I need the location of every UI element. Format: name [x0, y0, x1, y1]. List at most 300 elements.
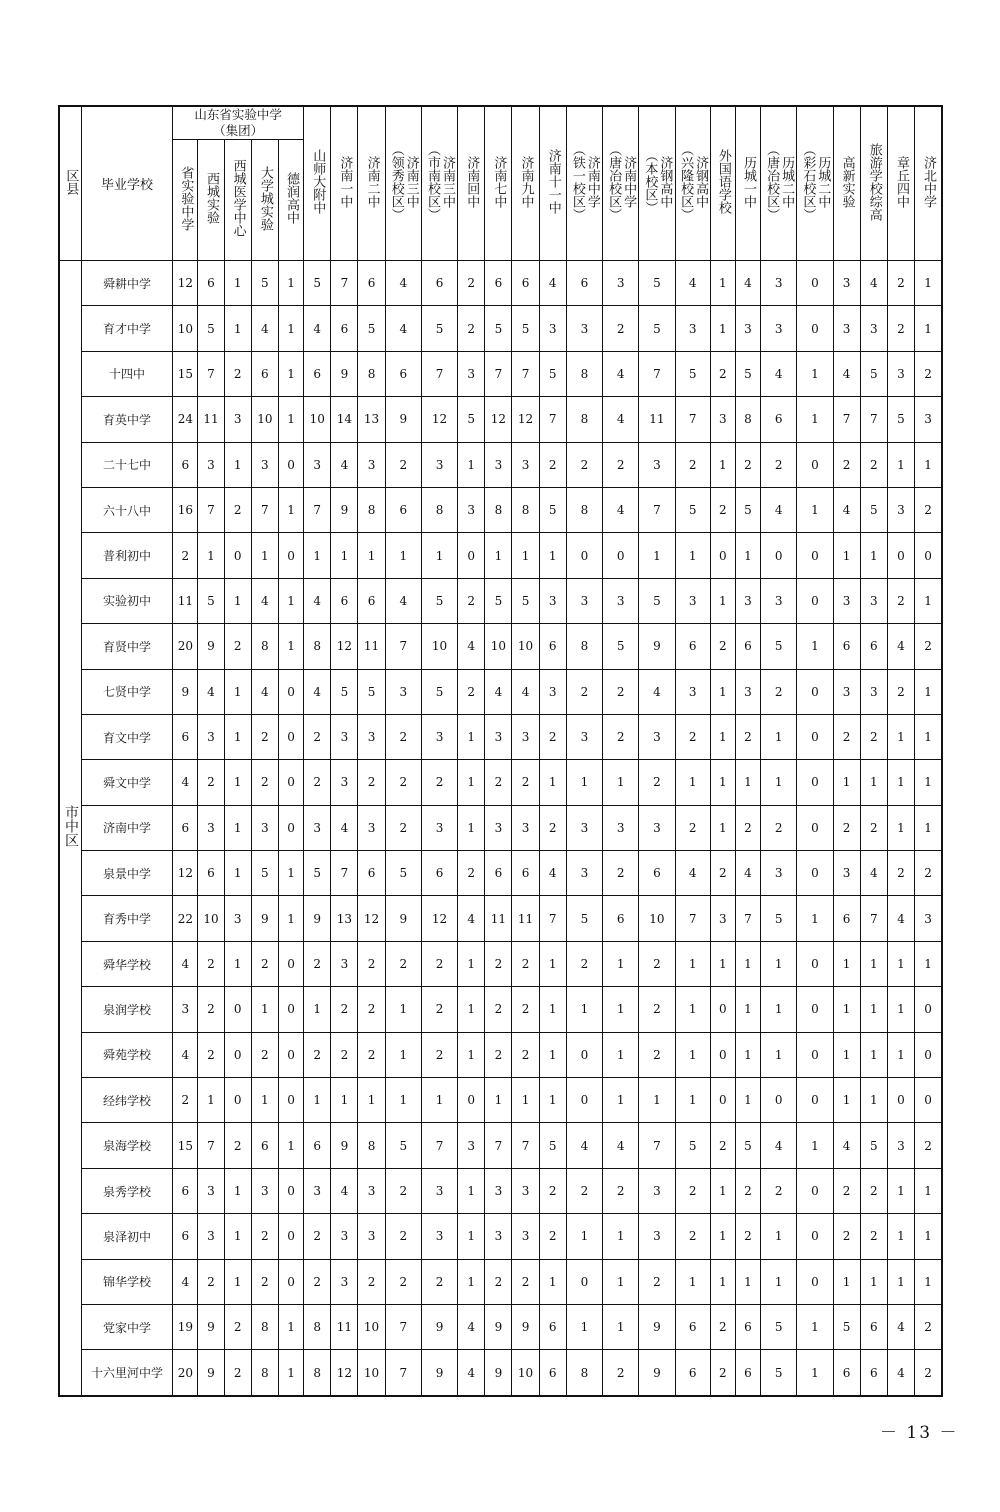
column-header [539, 106, 566, 261]
quota-cell: 4 [833, 487, 860, 532]
quota-cell: 5 [304, 261, 331, 306]
quota-cell: 6 [512, 851, 539, 896]
quota-cell: 1 [761, 1214, 797, 1259]
column-header-label [546, 149, 560, 214]
column-header-label [642, 149, 671, 214]
quota-cell: 2 [458, 669, 485, 714]
quota-cell: 10 [485, 624, 512, 669]
quota-cell: 2 [761, 669, 797, 714]
quota-cell: 7 [639, 1123, 675, 1168]
quota-cell: 0 [458, 533, 485, 578]
quota-cell: 1 [421, 533, 457, 578]
column-header-text: 历城二中 [815, 155, 831, 208]
quota-cell: 4 [458, 624, 485, 669]
column-header-text: 济南回中 [464, 155, 480, 208]
quota-cell: 2 [639, 987, 675, 1032]
quota-cell: 6 [331, 578, 358, 623]
quota-cell: 5 [639, 306, 675, 351]
quota-cell: 3 [735, 578, 760, 623]
column-header-text: 历城二中 [779, 155, 795, 208]
quota-cell: 1 [887, 1259, 914, 1304]
quota-cell: 6 [173, 442, 198, 487]
quota-cell: 1 [915, 442, 942, 487]
quota-cell: 1 [603, 1214, 639, 1259]
quota-cell: 10 [421, 624, 457, 669]
quota-cell: 1 [421, 1078, 457, 1123]
quota-cell: 1 [761, 987, 797, 1032]
column-header-text: 旅游学校综高 [866, 142, 882, 221]
school-name: 泉泽初中 [81, 1214, 173, 1259]
quota-cell: 3 [860, 669, 887, 714]
column-header-text: 济钢高中 [693, 155, 709, 208]
quota-cell: 2 [485, 1032, 512, 1077]
quota-cell: 12 [331, 624, 358, 669]
quota-cell: 4 [458, 1304, 485, 1349]
quota-cell: 1 [639, 533, 675, 578]
quota-cell: 0 [566, 1078, 602, 1123]
column-header-text: 济南十一中 [545, 149, 561, 214]
quota-cell: 0 [797, 1168, 833, 1213]
quota-cell: 0 [797, 987, 833, 1032]
quota-cell: 2 [735, 805, 760, 850]
quota-cell: 4 [173, 941, 198, 986]
column-header-text: 济南中学 [621, 155, 637, 208]
quota-cell: 3 [304, 1168, 331, 1213]
quota-cell: 0 [278, 1078, 303, 1123]
quota-cell: 2 [710, 351, 735, 396]
quota-cell: 1 [797, 1304, 833, 1349]
quota-cell: 5 [761, 896, 797, 941]
column-header [887, 106, 914, 261]
quota-cell: 1 [224, 1168, 251, 1213]
school-name: 六十八中 [81, 487, 173, 532]
quota-cell: 1 [458, 987, 485, 1032]
quota-cell: 3 [304, 442, 331, 487]
quota-cell: 2 [639, 1259, 675, 1304]
quota-cell: 6 [198, 851, 224, 896]
quota-cell: 2 [887, 851, 914, 896]
quota-cell: 2 [304, 1214, 331, 1259]
district-label: 市中区 [63, 805, 79, 848]
quota-cell: 3 [358, 442, 385, 487]
quota-cell: 4 [566, 1123, 602, 1168]
quota-cell: 0 [797, 1078, 833, 1123]
quota-cell: 1 [887, 987, 914, 1032]
quota-cell: 13 [358, 397, 385, 442]
quota-cell: 2 [385, 941, 421, 986]
quota-cell: 1 [761, 941, 797, 986]
quota-cell: 2 [485, 941, 512, 986]
quota-cell: 2 [358, 987, 385, 1032]
quota-cell: 2 [331, 987, 358, 1032]
quota-cell: 6 [385, 351, 421, 396]
quota-cell: 16 [173, 487, 198, 532]
quota-cell: 3 [639, 714, 675, 759]
quota-cell: 5 [860, 487, 887, 532]
quota-cell: 1 [458, 442, 485, 487]
quota-cell: 2 [603, 1350, 639, 1396]
quota-cell: 15 [173, 351, 198, 396]
quota-cell: 10 [198, 896, 224, 941]
quota-cell: 3 [761, 261, 797, 306]
table-row [59, 987, 942, 1032]
column-header-text: 山师大附中 [310, 149, 326, 214]
quota-cell: 0 [458, 1078, 485, 1123]
school-name: 育秀中学 [81, 896, 173, 941]
quota-cell: 1 [887, 1214, 914, 1259]
quota-cell: 0 [710, 533, 735, 578]
quota-cell: 2 [485, 987, 512, 1032]
quota-cell: 1 [915, 1259, 942, 1304]
quota-cell: 1 [224, 851, 251, 896]
quota-cell: 1 [761, 1032, 797, 1077]
quota-cell: 11 [173, 578, 198, 623]
quota-cell: 2 [887, 306, 914, 351]
quota-cell: 4 [833, 1123, 860, 1168]
quota-cell: 7 [675, 896, 710, 941]
quota-cell: 7 [421, 1123, 457, 1168]
quota-cell: 2 [358, 941, 385, 986]
quota-cell: 3 [860, 306, 887, 351]
quota-cell: 3 [198, 1214, 224, 1259]
quota-cell: 2 [224, 1304, 251, 1349]
quota-cell: 10 [173, 306, 198, 351]
quota-cell: 3 [198, 714, 224, 759]
quota-cell: 0 [710, 1032, 735, 1077]
table-row [59, 805, 942, 850]
quota-cell: 9 [173, 669, 198, 714]
quota-cell: 1 [833, 760, 860, 805]
quota-cell: 2 [639, 1032, 675, 1077]
quota-cell: 2 [173, 1078, 198, 1123]
quota-cell: 2 [198, 987, 224, 1032]
quota-cell: 9 [512, 1304, 539, 1349]
quota-cell: 1 [278, 851, 303, 896]
quota-cell: 3 [603, 578, 639, 623]
quota-cell: 19 [173, 1304, 198, 1349]
quota-cell: 9 [485, 1350, 512, 1396]
quota-cell: 2 [761, 442, 797, 487]
quota-cell: 5 [735, 487, 760, 532]
quota-cell: 8 [566, 1350, 602, 1396]
quota-cell: 2 [251, 941, 278, 986]
quota-cell: 4 [251, 669, 278, 714]
quota-cell: 3 [331, 1214, 358, 1259]
quota-cell: 0 [710, 1078, 735, 1123]
quota-cell: 5 [485, 306, 512, 351]
quota-cell: 1 [278, 1304, 303, 1349]
quota-cell: 5 [331, 669, 358, 714]
school-name: 经纬学校 [81, 1078, 173, 1123]
quota-cell: 0 [278, 714, 303, 759]
quota-cell: 6 [833, 1350, 860, 1396]
table-row [59, 624, 942, 669]
quota-cell: 12 [485, 397, 512, 442]
quota-cell: 1 [603, 1304, 639, 1349]
quota-cell: 13 [331, 896, 358, 941]
quota-cell: 2 [539, 1214, 566, 1259]
quota-cell: 0 [797, 306, 833, 351]
quota-cell: 3 [833, 306, 860, 351]
quota-cell: 2 [198, 941, 224, 986]
column-header-text: （铁一校区） [569, 142, 585, 221]
quota-cell: 4 [860, 261, 887, 306]
quota-cell: 4 [735, 261, 760, 306]
quota-cell: 3 [458, 487, 485, 532]
quota-cell: 1 [915, 714, 942, 759]
quota-cell: 6 [860, 624, 887, 669]
quota-cell: 6 [358, 578, 385, 623]
quota-cell: 4 [385, 578, 421, 623]
school-name: 舜华学校 [81, 941, 173, 986]
quota-cell: 3 [887, 351, 914, 396]
quota-cell: 3 [539, 669, 566, 714]
quota-cell: 6 [833, 624, 860, 669]
quota-cell: 2 [833, 1168, 860, 1213]
quota-cell: 1 [224, 1214, 251, 1259]
quota-cell: 0 [915, 533, 942, 578]
quota-cell: 1 [915, 1168, 942, 1213]
quota-cell: 2 [833, 714, 860, 759]
quota-cell: 2 [539, 442, 566, 487]
quota-cell: 2 [860, 1214, 887, 1259]
quota-cell: 0 [566, 1259, 602, 1304]
quota-cell: 1 [603, 941, 639, 986]
quota-cell: 1 [358, 533, 385, 578]
quota-cell: 1 [833, 533, 860, 578]
table-row [59, 714, 942, 759]
column-header-label [764, 143, 793, 221]
quota-cell: 3 [385, 669, 421, 714]
quota-cell: 2 [458, 261, 485, 306]
quota-cell: 3 [915, 397, 942, 442]
quota-cell: 3 [358, 714, 385, 759]
table-row [59, 669, 942, 714]
column-header-label [570, 143, 599, 221]
quota-cell: 3 [331, 941, 358, 986]
quota-cell: 5 [539, 1123, 566, 1168]
quota-cell: 3 [761, 578, 797, 623]
quota-cell: 12 [331, 1350, 358, 1396]
column-header-label [464, 156, 478, 208]
quota-cell: 1 [458, 714, 485, 759]
quota-cell: 8 [566, 487, 602, 532]
quota-cell: 3 [833, 261, 860, 306]
quota-cell: 0 [224, 987, 251, 1032]
quota-cell: 6 [675, 1304, 710, 1349]
quota-cell: 2 [304, 1259, 331, 1304]
quota-cell: 3 [833, 851, 860, 896]
quota-cell: 1 [458, 1032, 485, 1077]
table-row [59, 442, 942, 487]
group-member-header [198, 140, 224, 261]
quota-cell: 3 [860, 578, 887, 623]
quota-cell: 10 [639, 896, 675, 941]
quota-cell: 4 [887, 1304, 914, 1349]
quota-cell: 2 [385, 760, 421, 805]
quota-cell: 0 [278, 1168, 303, 1213]
quota-cell: 1 [539, 1032, 566, 1077]
quota-cell: 2 [833, 442, 860, 487]
quota-cell: 1 [833, 1259, 860, 1304]
quota-cell: 9 [198, 1304, 224, 1349]
quota-cell: 9 [331, 487, 358, 532]
quota-cell: 2 [915, 1123, 942, 1168]
table-row [59, 760, 942, 805]
quota-cell: 4 [198, 669, 224, 714]
column-header-text: 济南三中 [440, 155, 455, 208]
quota-cell: 2 [385, 714, 421, 759]
quota-cell: 1 [485, 1078, 512, 1123]
column-header [710, 106, 735, 261]
quota-cell: 1 [458, 941, 485, 986]
quota-cell: 3 [639, 1168, 675, 1213]
quota-cell: 2 [735, 714, 760, 759]
quota-cell: 3 [639, 442, 675, 487]
column-header-text: 济钢高中 [657, 155, 673, 208]
quota-cell: 6 [512, 261, 539, 306]
quota-cell: 3 [566, 578, 602, 623]
quota-cell: 2 [915, 1350, 942, 1396]
quota-cell: 0 [224, 1078, 251, 1123]
quota-cell: 10 [512, 624, 539, 669]
column-header-label [337, 156, 351, 208]
quota-cell: 6 [639, 851, 675, 896]
quota-cell: 0 [761, 1078, 797, 1123]
quota-cell: 8 [485, 487, 512, 532]
quota-cell: 7 [331, 851, 358, 896]
quota-cell: 2 [304, 714, 331, 759]
quota-cell: 1 [224, 760, 251, 805]
quota-cell: 2 [710, 624, 735, 669]
quota-cell: 8 [566, 351, 602, 396]
school-name: 实验初中 [81, 578, 173, 623]
quota-cell: 3 [603, 261, 639, 306]
quota-cell: 1 [860, 1078, 887, 1123]
column-header [331, 106, 358, 261]
quota-cell: 6 [421, 261, 457, 306]
quota-cell: 2 [603, 1168, 639, 1213]
quota-cell: 1 [735, 760, 760, 805]
quota-cell: 0 [278, 987, 303, 1032]
column-header-text: 济南三中 [403, 155, 419, 208]
quota-cell: 1 [761, 1259, 797, 1304]
quota-cell: 1 [860, 533, 887, 578]
school-name: 育才中学 [81, 306, 173, 351]
quota-cell: 0 [278, 805, 303, 850]
quota-cell: 7 [539, 397, 566, 442]
quota-cell: 1 [458, 805, 485, 850]
quota-cell: 5 [675, 487, 710, 532]
quota-cell: 11 [639, 397, 675, 442]
quota-cell: 2 [761, 1168, 797, 1213]
column-header [860, 106, 887, 261]
quota-cell: 6 [173, 805, 198, 850]
quota-cell: 1 [675, 533, 710, 578]
quota-cell: 1 [915, 578, 942, 623]
quota-cell: 2 [251, 714, 278, 759]
quota-cell: 3 [710, 896, 735, 941]
quota-cell: 3 [833, 578, 860, 623]
column-header-text: （唐冶校区） [764, 142, 780, 221]
quota-cell: 5 [761, 624, 797, 669]
quota-cell: 3 [421, 1168, 457, 1213]
quota-cell: 10 [304, 397, 331, 442]
school-name: 泉海学校 [81, 1123, 173, 1168]
quota-cell: 1 [915, 1214, 942, 1259]
quota-cell: 0 [278, 1259, 303, 1304]
quota-cell: 2 [566, 1168, 602, 1213]
column-header-text: （市南校区） [425, 142, 440, 221]
column-header-text: （兴隆校区） [678, 142, 694, 221]
quota-cell: 3 [198, 442, 224, 487]
quota-cell: 8 [735, 397, 760, 442]
quota-cell: 2 [675, 1214, 710, 1259]
quota-cell: 9 [304, 896, 331, 941]
quota-cell: 2 [421, 1259, 457, 1304]
column-header [833, 106, 860, 261]
column-header [675, 106, 710, 261]
quota-cell: 2 [566, 442, 602, 487]
quota-cell: 3 [639, 1214, 675, 1259]
quota-cell: 6 [251, 351, 278, 396]
quota-cell: 3 [675, 669, 710, 714]
quota-cell: 4 [603, 397, 639, 442]
quota-cell: 12 [421, 397, 457, 442]
quota-cell: 9 [639, 1350, 675, 1396]
column-header-label [800, 143, 829, 221]
quota-cell: 0 [887, 533, 914, 578]
quota-cell: 6 [833, 896, 860, 941]
quota-cell: 5 [639, 578, 675, 623]
quota-cell: 0 [224, 533, 251, 578]
quota-cell: 5 [385, 1123, 421, 1168]
quota-cell: 1 [860, 1259, 887, 1304]
quota-cell: 3 [675, 578, 710, 623]
quota-cell: 1 [603, 1078, 639, 1123]
quota-cell: 4 [833, 351, 860, 396]
quota-cell: 1 [761, 760, 797, 805]
column-header [639, 106, 675, 261]
quota-cell: 3 [512, 442, 539, 487]
quota-cell: 1 [539, 941, 566, 986]
school-name: 泉秀学校 [81, 1168, 173, 1213]
column-header [421, 106, 457, 261]
quota-cell: 5 [251, 261, 278, 306]
quota-cell: 1 [278, 487, 303, 532]
quota-cell: 0 [915, 1078, 942, 1123]
quota-cell: 2 [421, 941, 457, 986]
quota-cell: 1 [735, 533, 760, 578]
quota-cell: 6 [251, 1123, 278, 1168]
quota-cell: 20 [173, 1350, 198, 1396]
quota-cell: 3 [512, 805, 539, 850]
quota-cell: 1 [566, 1304, 602, 1349]
quota-cell: 1 [833, 1078, 860, 1123]
quota-cell: 5 [639, 261, 675, 306]
quota-cell: 8 [251, 1304, 278, 1349]
quota-cell: 1 [278, 397, 303, 442]
column-header-text: （唐冶校区） [606, 142, 622, 221]
quota-cell: 11 [512, 896, 539, 941]
quota-cell: 9 [251, 896, 278, 941]
quota-cell: 8 [251, 624, 278, 669]
quota-cell: 3 [566, 306, 602, 351]
quota-cell: 6 [385, 487, 421, 532]
quota-cell: 9 [385, 896, 421, 941]
quota-cell: 1 [512, 1078, 539, 1123]
quota-cell: 4 [251, 306, 278, 351]
